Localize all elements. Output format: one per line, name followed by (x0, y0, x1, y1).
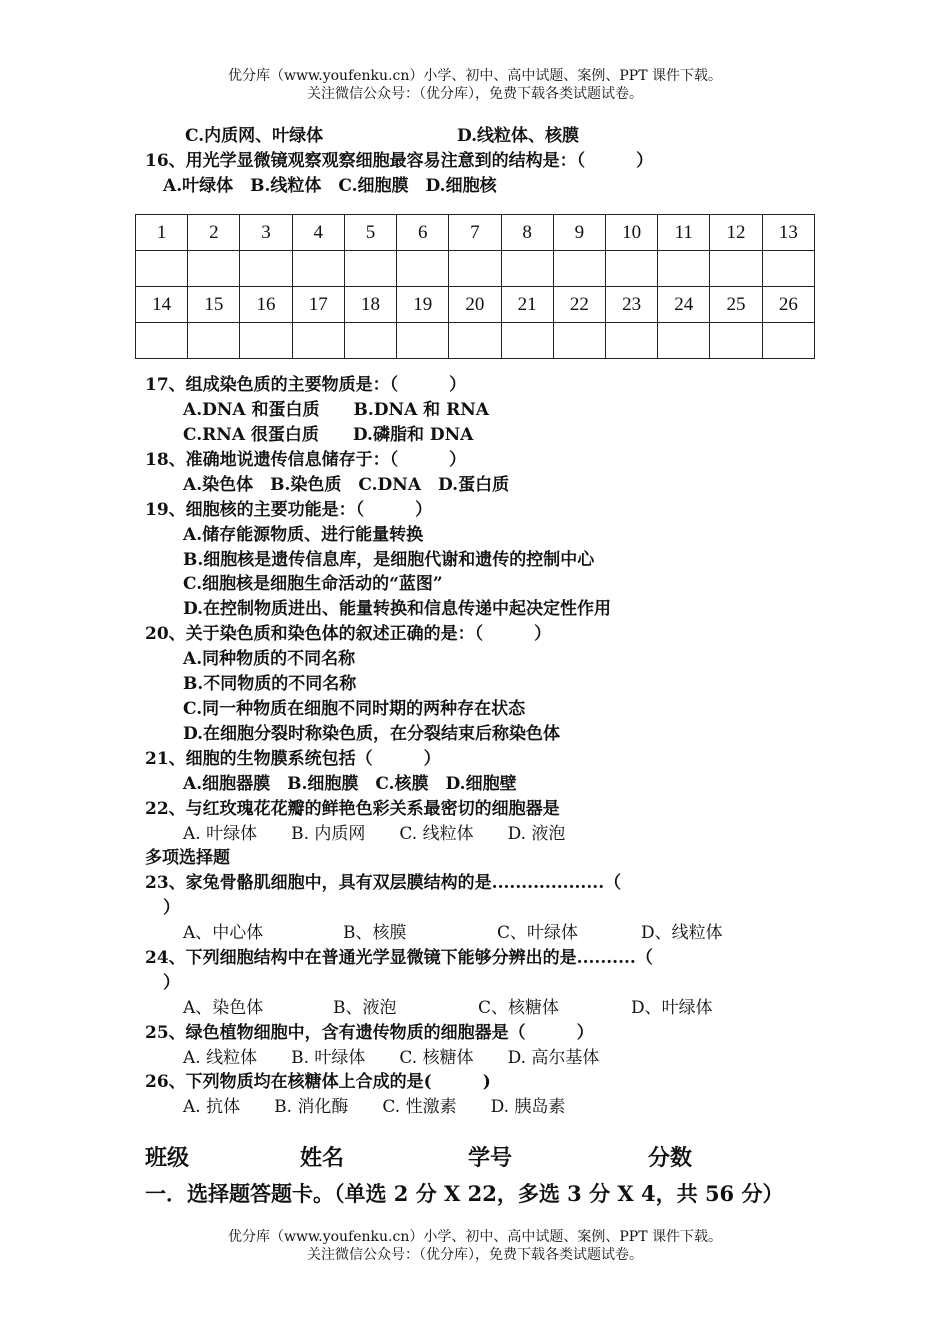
header-line-2: 关注微信公众号：（优分库），免费下载各类试题试卷。 (307, 86, 643, 102)
grid-answer-cell[interactable] (710, 323, 762, 359)
q16-text: 16、用光学显微镜观察观察细胞最容易注意到的结构是：（ ） (145, 151, 654, 171)
section-1-title: 一．选择题答题卡。（单选 2 分 X 22，多选 3 分 X 4，共 56 分） (145, 1181, 784, 1206)
grid-number-cell: 11 (658, 215, 710, 251)
grid-answer-cell[interactable] (501, 251, 553, 287)
grid-answer-cell[interactable] (240, 251, 292, 287)
q24-option-c: C、核糖体 (478, 998, 560, 1018)
grid-answer-cell[interactable] (762, 323, 814, 359)
grid-number-cell: 25 (710, 287, 762, 323)
grid-number-cell: 23 (605, 287, 657, 323)
q24-option-b: B、液泡 (333, 998, 397, 1018)
grid-number-cell: 15 (188, 287, 240, 323)
grid-answer-cell[interactable] (449, 323, 501, 359)
q16-options: A.叶绿体 B.线粒体 C.细胞膜 D.细胞核 (163, 176, 497, 196)
grid-answer-cell[interactable] (605, 251, 657, 287)
grid-answer-cell[interactable] (553, 323, 605, 359)
q23-option-c: C、叶绿体 (497, 923, 579, 943)
q23-close-paren: ） (163, 898, 180, 918)
grid-answer-cell[interactable] (605, 323, 657, 359)
q18-options: A.染色体 B.染色质 C.DNA D.蛋白质 (183, 475, 510, 495)
grid-number-cell: 1 (136, 215, 188, 251)
name-label: 姓名 (300, 1145, 345, 1171)
grid-answer-cell[interactable] (188, 251, 240, 287)
q19-option-a: A.储存能源物质、进行能量转换 (183, 525, 424, 545)
grid-answer-row (136, 251, 815, 287)
grid-number-cell: 5 (344, 215, 396, 251)
footer-line-1: 优分库（www.youfenku.cn）小学、初中、高中试题、案例、PPT 课件下载。 (227, 1229, 722, 1245)
grid-answer-cell[interactable] (449, 251, 501, 287)
answer-grid (135, 214, 815, 359)
grid-number-cell: 12 (710, 215, 762, 251)
grid-answer-cell[interactable] (344, 251, 396, 287)
q22-options: A. 叶绿体 B. 内质网 C. 线粒体 D. 液泡 (183, 824, 566, 844)
grid-number-cell: 8 (501, 215, 553, 251)
grid-number-cell: 26 (762, 287, 814, 323)
student-id-label: 学号 (468, 1145, 513, 1171)
grid-answer-cell[interactable] (658, 323, 710, 359)
grid-answer-cell[interactable] (136, 323, 188, 359)
grid-number-cell: 19 (397, 287, 449, 323)
grid-number-cell: 7 (449, 215, 501, 251)
q24-option-a: A、染色体 (183, 998, 264, 1018)
q15-option-d: D.线粒体、核膜 (457, 126, 580, 146)
q18-text: 18、准确地说遗传信息储存于：（ ） (145, 450, 467, 470)
grid-number-cell: 13 (762, 215, 814, 251)
q19-text: 19、细胞核的主要功能是：（ ） (145, 500, 433, 520)
grid-answer-cell[interactable] (397, 251, 449, 287)
q25-options: A. 线粒体 B. 叶绿体 C. 核糖体 D. 高尔基体 (183, 1048, 600, 1068)
footer-line-2: 关注微信公众号：（优分库），免费下载各类试题试卷。 (307, 1247, 643, 1263)
grid-number-cell: 21 (501, 287, 553, 323)
grid-answer-cell[interactable] (553, 251, 605, 287)
grid-answer-cell[interactable] (188, 323, 240, 359)
grid-answer-cell[interactable] (240, 323, 292, 359)
q20-text: 20、关于染色质和染色体的叙述正确的是：（ ） (145, 624, 552, 644)
grid-number-cell: 20 (449, 287, 501, 323)
grid-number-row (136, 215, 815, 251)
grid-answer-cell[interactable] (292, 251, 344, 287)
grid-number-cell: 24 (658, 287, 710, 323)
q25-text: 25、绿色植物细胞中，含有遗传物质的细胞器是（ ） (145, 1023, 594, 1043)
grid-number-cell: 10 (605, 215, 657, 251)
grid-answer-cell[interactable] (762, 251, 814, 287)
grid-number-cell: 16 (240, 287, 292, 323)
grid-number-cell: 6 (397, 215, 449, 251)
q23-option-a: A、中心体 (183, 923, 264, 943)
q23-text: 23、家兔骨骼肌细胞中，具有双层膜结构的是...................（ (145, 873, 622, 893)
grid-answer-cell[interactable] (501, 323, 553, 359)
q15-option-c: C.内质网、叶绿体 (185, 126, 324, 146)
multi-choice-title: 多项选择题 (145, 848, 230, 868)
q22-text: 22、与红玫瑰花花瓣的鲜艳色彩关系最密切的细胞器是 (145, 799, 560, 819)
grid-number-cell: 22 (553, 287, 605, 323)
q17-options-1: A.DNA 和蛋白质 B.DNA 和 RNA (183, 400, 489, 420)
grid-answer-cell[interactable] (344, 323, 396, 359)
q20-option-d: D.在细胞分裂时称染色质，在分裂结束后称染色体 (183, 724, 561, 744)
q19-option-d: D.在控制物质进出、能量转换和信息传递中起决定性作用 (183, 599, 612, 619)
q19-option-c: C.细胞核是细胞生命活动的“蓝图” (183, 574, 443, 594)
q20-option-c: C.同一种物质在细胞不同时期的两种存在状态 (183, 699, 526, 719)
q26-options: A. 抗体 B. 消化酶 C. 性激素 D. 胰岛素 (183, 1097, 566, 1117)
grid-answer-row (136, 323, 815, 359)
grid-answer-cell[interactable] (710, 251, 762, 287)
grid-number-cell: 14 (136, 287, 188, 323)
q21-options: A.细胞器膜 B.细胞膜 C.核膜 D.细胞壁 (183, 774, 517, 794)
q24-option-d: D、叶绿体 (631, 998, 713, 1018)
q20-option-b: B.不同物质的不同名称 (183, 674, 357, 694)
q23-option-d: D、线粒体 (641, 923, 723, 943)
header-line-1: 优分库（www.youfenku.cn）小学、初中、高中试题、案例、PPT 课件下载。 (227, 68, 722, 84)
grid-number-cell: 4 (292, 215, 344, 251)
q21-text: 21、细胞的生物膜系统包括（ ） (145, 749, 441, 769)
q24-text: 24、下列细胞结构中在普通光学显微镜下能够分辨出的是..........（ (145, 948, 653, 968)
score-label: 分数 (648, 1145, 693, 1171)
q19-option-b: B.细胞核是遗传信息库，是细胞代谢和遗传的控制中心 (183, 550, 595, 570)
q17-text: 17、组成染色质的主要物质是：（ ） (145, 375, 467, 395)
q26-text: 26、下列物质均在核糖体上合成的是( ) (145, 1072, 491, 1092)
grid-number-cell: 9 (553, 215, 605, 251)
grid-number-cell: 17 (292, 287, 344, 323)
grid-answer-cell[interactable] (292, 323, 344, 359)
class-label: 班级 (145, 1145, 190, 1171)
q24-close-paren: ） (163, 973, 180, 993)
grid-answer-cell[interactable] (136, 251, 188, 287)
grid-number-cell: 18 (344, 287, 396, 323)
q17-options-2: C.RNA 很蛋白质 D.磷脂和 DNA (183, 425, 474, 445)
q20-option-a: A.同种物质的不同名称 (183, 649, 356, 669)
q23-option-b: B、核膜 (343, 923, 407, 943)
grid-number-row (136, 287, 815, 323)
grid-answer-cell[interactable] (397, 323, 449, 359)
grid-number-cell: 3 (240, 215, 292, 251)
grid-answer-cell[interactable] (658, 251, 710, 287)
grid-number-cell: 2 (188, 215, 240, 251)
